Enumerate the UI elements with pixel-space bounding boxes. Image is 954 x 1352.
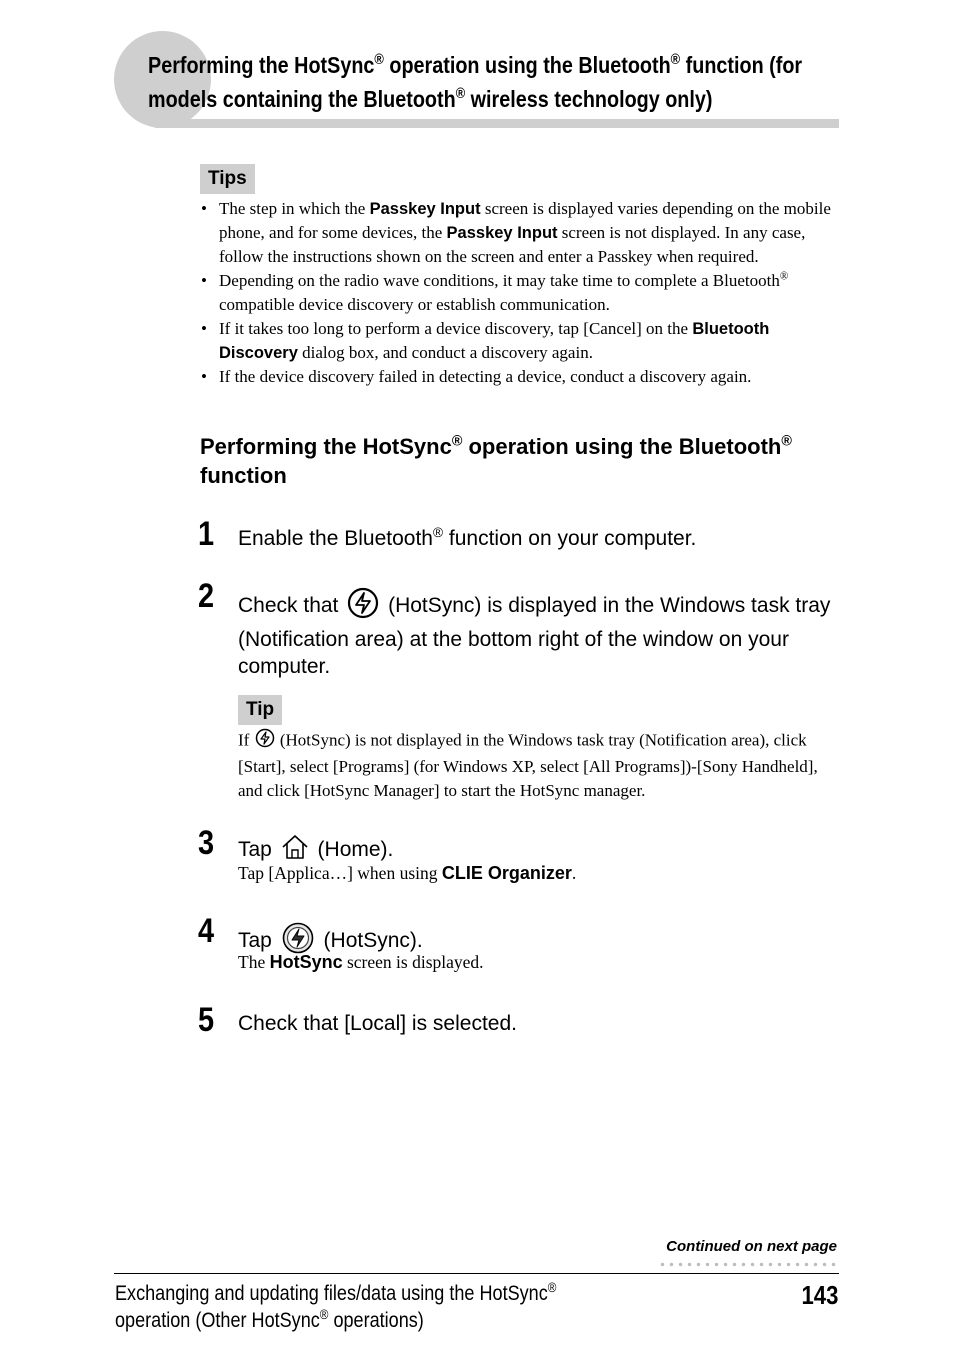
tips-item: • If the device discovery failed in detecting a device, conduct a discovery again.	[200, 365, 840, 389]
step-number: 3	[198, 824, 215, 862]
step-text: Enable the Bluetooth® function on your computer.	[238, 524, 697, 550]
tips-item: • If it takes too long to perform a device discovery, tap [Cancel] on the Bluetooth Discovery dialog box, and conduct a discovery again.	[200, 317, 840, 365]
step-subtext: The HotSync screen is displayed.	[238, 952, 484, 972]
step-number: 5	[198, 1001, 215, 1039]
step-text: Tap (HotSync).	[238, 922, 838, 961]
tips-label: Tips	[200, 164, 255, 194]
tip-body: If (HotSync) is not displayed in the Windows task tray (Notification area), click [Start], select [Programs] (for Windows XP, select [All Programs])-[Sony Handheld], and click [HotSync Manager] to start the HotSync manager.	[238, 728, 838, 803]
hotsync-tray-icon	[344, 587, 382, 626]
tips-list	[200, 197, 840, 389]
tips-item: • Depending on the radio wave conditions, it may take time to complete a Bluetooth® compatible device discovery or establish communication.	[200, 269, 840, 317]
step-subtext: Tap [Applica…] when using CLIE Organizer.	[238, 863, 577, 883]
hotsync-small-icon	[254, 728, 276, 755]
footer-chapter-title: Exchanging and updating files/data using the HotSync® operation (Other HotSync® operations)	[115, 1279, 557, 1332]
dotted-divider	[658, 1260, 838, 1270]
footer-rule	[114, 1273, 839, 1274]
header-bar-decoration	[155, 119, 839, 128]
step-text: Check that [Local] is selected.	[238, 1012, 517, 1035]
tip-label: Tip	[238, 695, 282, 725]
step-number: 1	[198, 515, 215, 553]
tips-item: • The step in which the Passkey Input screen is displayed varies depending on the mobile phone, and for some devices, the Passkey Input screen is not displayed. In any case, follow the instructions shown on the screen and enter a Passkey when required.	[200, 197, 840, 269]
page-title: Performing the HotSync® operation using the Bluetooth® function (for models containing the Bluetooth® wireless technology only)	[148, 51, 803, 112]
step-text: Tap (Home).	[238, 833, 838, 868]
continued-note: Continued on next page	[666, 1238, 837, 1255]
step-text: Check that (HotSync) is displayed in the Windows task tray (Notification area) at the bottom right of the window on your computer.	[238, 587, 838, 680]
step-number: 2	[198, 577, 215, 615]
page-number: 143	[801, 1280, 838, 1310]
section-heading: Performing the HotSync® operation using the Bluetooth® function	[200, 433, 792, 488]
step-number: 4	[198, 912, 215, 950]
